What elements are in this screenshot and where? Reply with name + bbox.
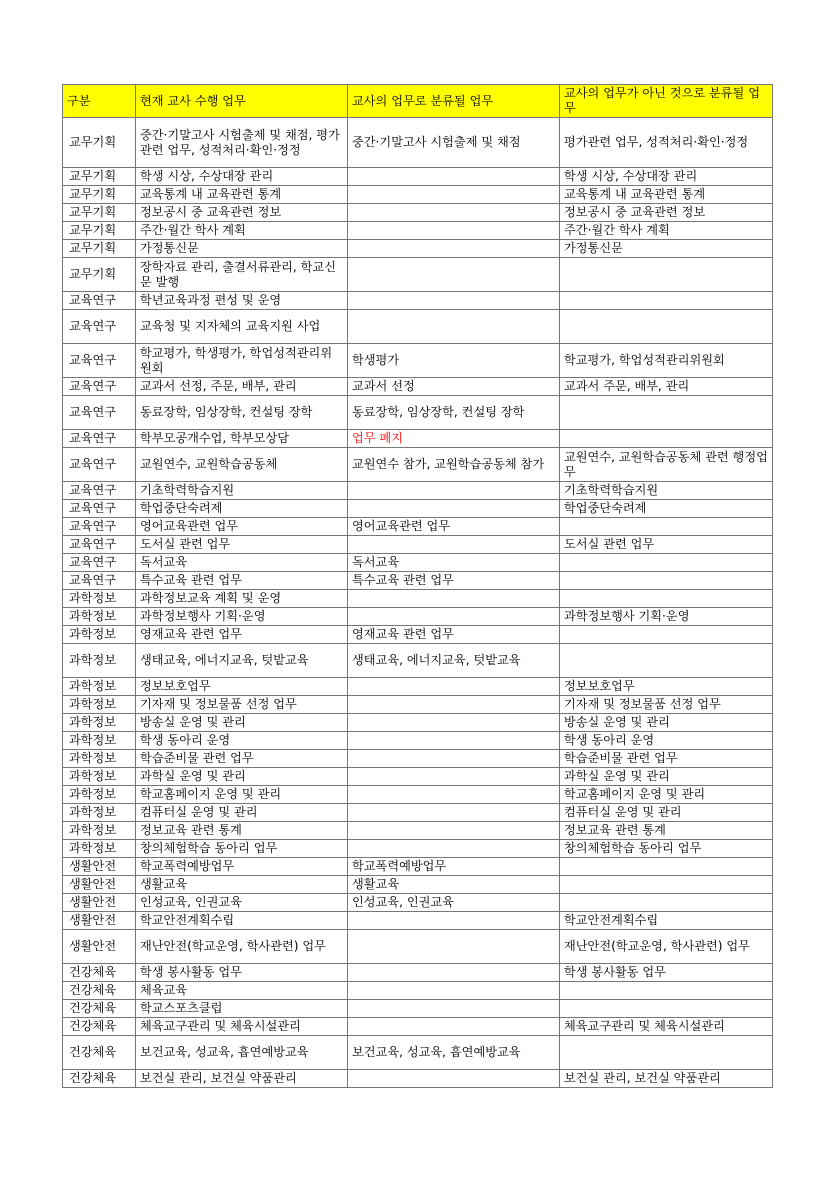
teacher-task-cell xyxy=(348,186,560,204)
current-task-cell: 장학자료 관리, 출결서류관리, 학교신문 발행 xyxy=(136,258,348,292)
category-cell: 과학정보 xyxy=(63,678,136,696)
non-teacher-task-cell xyxy=(560,894,773,912)
category-cell: 과학정보 xyxy=(63,840,136,858)
non-teacher-task-cell: 학생 동아리 운영 xyxy=(560,732,773,750)
non-teacher-task-cell: 학교평가, 학업성적관리위원회 xyxy=(560,344,773,378)
current-task-cell: 보건실 관리, 보건실 약품관리 xyxy=(136,1070,348,1088)
non-teacher-task-cell: 재난안전(학교운영, 학사관련) 업무 xyxy=(560,930,773,964)
category-cell: 교육연구 xyxy=(63,482,136,500)
non-teacher-task-cell xyxy=(560,572,773,590)
category-cell: 과학정보 xyxy=(63,714,136,732)
teacher-task-cell xyxy=(348,822,560,840)
current-task-cell: 특수교육 관련 업무 xyxy=(136,572,348,590)
current-task-cell: 생태교육, 에너지교육, 텃밭교육 xyxy=(136,644,348,678)
teacher-task-cell xyxy=(348,1070,560,1088)
table-row xyxy=(63,912,773,930)
non-teacher-task-cell: 정보공시 중 교육관련 정보 xyxy=(560,204,773,222)
teacher-task-cell: 학생평가 xyxy=(348,344,560,378)
teacher-task-cell: 영어교육관련 업무 xyxy=(348,518,560,536)
current-task-cell: 인성교육, 인권교육 xyxy=(136,894,348,912)
table-row xyxy=(63,572,773,590)
category-cell: 건강체육 xyxy=(63,1070,136,1088)
header-category: 구분 xyxy=(63,85,136,118)
category-cell: 생활안전 xyxy=(63,876,136,894)
table-row xyxy=(63,894,773,912)
table-row xyxy=(63,768,773,786)
table-row xyxy=(63,310,773,344)
non-teacher-task-cell xyxy=(560,644,773,678)
non-teacher-task-cell: 도서실 관련 업무 xyxy=(560,536,773,554)
category-cell: 교무기획 xyxy=(63,186,136,204)
current-task-cell: 동료장학, 임상장학, 컨설팅 장학 xyxy=(136,396,348,430)
current-task-cell: 체육교구관리 및 체육시설관리 xyxy=(136,1018,348,1036)
category-cell: 건강체육 xyxy=(63,1000,136,1018)
current-task-cell: 학습준비물 관련 업무 xyxy=(136,750,348,768)
table-row xyxy=(63,240,773,258)
current-task-cell: 생활교육 xyxy=(136,876,348,894)
category-cell: 과학정보 xyxy=(63,732,136,750)
table-row xyxy=(63,222,773,240)
table-row xyxy=(63,204,773,222)
table-row xyxy=(63,626,773,644)
non-teacher-task-cell xyxy=(560,396,773,430)
non-teacher-task-cell: 보건실 관리, 보건실 약품관리 xyxy=(560,1070,773,1088)
non-teacher-task-cell xyxy=(560,310,773,344)
teacher-task-cell xyxy=(348,222,560,240)
category-cell: 교육연구 xyxy=(63,310,136,344)
current-task-cell: 교과서 선정, 주문, 배부, 관리 xyxy=(136,378,348,396)
current-task-cell: 학생 봉사활동 업무 xyxy=(136,964,348,982)
teacher-task-cell: 독서교육 xyxy=(348,554,560,572)
teacher-task-cell xyxy=(348,840,560,858)
category-cell: 교육연구 xyxy=(63,554,136,572)
teacher-task-cell xyxy=(348,240,560,258)
category-cell: 과학정보 xyxy=(63,696,136,714)
table-row xyxy=(63,1000,773,1018)
current-task-cell: 교육청 및 지자체의 교육지원 사업 xyxy=(136,310,348,344)
teacher-task-cell xyxy=(348,786,560,804)
category-cell: 과학정보 xyxy=(63,644,136,678)
teacher-task-cell xyxy=(348,696,560,714)
category-cell: 교육연구 xyxy=(63,378,136,396)
table-row xyxy=(63,258,773,292)
teacher-task-cell xyxy=(348,912,560,930)
table-row xyxy=(63,876,773,894)
table-row xyxy=(63,590,773,608)
current-task-cell: 학교평가, 학생평가, 학업성적관리위원회 xyxy=(136,344,348,378)
table-row xyxy=(63,644,773,678)
table-row xyxy=(63,930,773,964)
current-task-cell: 과학정보행사 기획·운영 xyxy=(136,608,348,626)
current-task-cell: 기자재 및 정보물품 선정 업무 xyxy=(136,696,348,714)
category-cell: 건강체육 xyxy=(63,982,136,1000)
table-row xyxy=(63,714,773,732)
current-task-cell: 학교스포츠클럽 xyxy=(136,1000,348,1018)
non-teacher-task-cell xyxy=(560,858,773,876)
category-cell: 교무기획 xyxy=(63,240,136,258)
header-non-teacher-tasks: 교사의 업무가 아닌 것으로 분류될 업무 xyxy=(560,85,773,118)
non-teacher-task-cell: 정보교육 관련 통계 xyxy=(560,822,773,840)
category-cell: 과학정보 xyxy=(63,608,136,626)
current-task-cell: 주간·월간 학사 계획 xyxy=(136,222,348,240)
current-task-cell: 영재교육 관련 업무 xyxy=(136,626,348,644)
category-cell: 건강체육 xyxy=(63,964,136,982)
category-cell: 교육연구 xyxy=(63,536,136,554)
non-teacher-task-cell: 창의체험학습 동아리 업무 xyxy=(560,840,773,858)
table-row xyxy=(63,378,773,396)
non-teacher-task-cell: 기자재 및 정보물품 선정 업무 xyxy=(560,696,773,714)
current-task-cell: 교원연수, 교원학습공동체 xyxy=(136,448,348,482)
current-task-cell: 체육교육 xyxy=(136,982,348,1000)
header-current-tasks: 현재 교사 수행 업무 xyxy=(136,85,348,118)
current-task-cell: 학년교육과정 편성 및 운영 xyxy=(136,292,348,310)
non-teacher-task-cell xyxy=(560,258,773,292)
non-teacher-task-cell xyxy=(560,1036,773,1070)
header-teacher-tasks: 교사의 업무로 분류될 업무 xyxy=(348,85,560,118)
category-cell: 교무기획 xyxy=(63,222,136,240)
teacher-task-cell xyxy=(348,536,560,554)
non-teacher-task-cell: 교육통계 내 교육관련 통계 xyxy=(560,186,773,204)
current-task-cell: 과학정보교육 계획 및 운영 xyxy=(136,590,348,608)
teacher-task-cell xyxy=(348,750,560,768)
category-cell: 과학정보 xyxy=(63,590,136,608)
table-header-row xyxy=(63,85,773,118)
current-task-cell: 학교폭력예방업무 xyxy=(136,858,348,876)
non-teacher-task-cell: 학교홈페이지 운영 및 관리 xyxy=(560,786,773,804)
teacher-task-cell xyxy=(348,310,560,344)
current-task-cell: 학생 동아리 운영 xyxy=(136,732,348,750)
table-row xyxy=(63,804,773,822)
current-task-cell: 학업중단숙려제 xyxy=(136,500,348,518)
category-cell: 교육연구 xyxy=(63,572,136,590)
teacher-task-cell: 생태교육, 에너지교육, 텃밭교육 xyxy=(348,644,560,678)
category-cell: 생활안전 xyxy=(63,912,136,930)
table-row xyxy=(63,822,773,840)
non-teacher-task-cell xyxy=(560,292,773,310)
teacher-task-cell xyxy=(348,1018,560,1036)
non-teacher-task-cell xyxy=(560,876,773,894)
non-teacher-task-cell: 학교안전계획수립 xyxy=(560,912,773,930)
table-row xyxy=(63,678,773,696)
non-teacher-task-cell xyxy=(560,982,773,1000)
category-cell: 과학정보 xyxy=(63,804,136,822)
table-row xyxy=(63,750,773,768)
non-teacher-task-cell xyxy=(560,590,773,608)
category-cell: 건강체육 xyxy=(63,1018,136,1036)
teacher-task-cell xyxy=(348,678,560,696)
non-teacher-task-cell xyxy=(560,554,773,572)
non-teacher-task-cell xyxy=(560,1000,773,1018)
teacher-task-cell: 업무 폐지 xyxy=(348,430,560,448)
category-cell: 교무기획 xyxy=(63,168,136,186)
table-row xyxy=(63,964,773,982)
teacher-task-cell: 영재교육 관련 업무 xyxy=(348,626,560,644)
current-task-cell: 과학실 운영 및 관리 xyxy=(136,768,348,786)
current-task-cell: 독서교육 xyxy=(136,554,348,572)
category-cell: 교무기획 xyxy=(63,118,136,168)
non-teacher-task-cell: 방송실 운영 및 관리 xyxy=(560,714,773,732)
teacher-task-cell xyxy=(348,804,560,822)
non-teacher-task-cell: 학습준비물 관련 업무 xyxy=(560,750,773,768)
current-task-cell: 학교안전계획수립 xyxy=(136,912,348,930)
table-row xyxy=(63,982,773,1000)
teacher-task-cell xyxy=(348,590,560,608)
table-row xyxy=(63,344,773,378)
teacher-task-cell xyxy=(348,732,560,750)
non-teacher-task-cell: 과학정보행사 기획·운영 xyxy=(560,608,773,626)
current-task-cell: 가정통신문 xyxy=(136,240,348,258)
non-teacher-task-cell xyxy=(560,430,773,448)
table-row xyxy=(63,118,773,168)
current-task-cell: 창의체험학습 동아리 업무 xyxy=(136,840,348,858)
teacher-task-cell xyxy=(348,608,560,626)
non-teacher-task-cell: 과학실 운영 및 관리 xyxy=(560,768,773,786)
table-row xyxy=(63,1036,773,1070)
teacher-task-cell xyxy=(348,1000,560,1018)
non-teacher-task-cell xyxy=(560,626,773,644)
category-cell: 과학정보 xyxy=(63,786,136,804)
non-teacher-task-cell: 기초학력학습지원 xyxy=(560,482,773,500)
teacher-task-cell xyxy=(348,500,560,518)
table-row xyxy=(63,1070,773,1088)
table-row xyxy=(63,858,773,876)
teacher-task-cell: 중간·기말고사 시험출제 및 채점 xyxy=(348,118,560,168)
non-teacher-task-cell: 학업중단숙려제 xyxy=(560,500,773,518)
category-cell: 교육연구 xyxy=(63,344,136,378)
teacher-task-cell: 교과서 선정 xyxy=(348,378,560,396)
table-row xyxy=(63,732,773,750)
category-cell: 교육연구 xyxy=(63,518,136,536)
work-classification-table xyxy=(62,84,773,1088)
non-teacher-task-cell: 교원연수, 교원학습공동체 관련 행정업무 xyxy=(560,448,773,482)
category-cell: 교육연구 xyxy=(63,396,136,430)
teacher-task-cell xyxy=(348,714,560,732)
teacher-task-cell: 보건교육, 성교육, 흡연예방교육 xyxy=(348,1036,560,1070)
category-cell: 교무기획 xyxy=(63,258,136,292)
non-teacher-task-cell: 교과서 주문, 배부, 관리 xyxy=(560,378,773,396)
table-row xyxy=(63,1018,773,1036)
current-task-cell: 학부모공개수업, 학부모상담 xyxy=(136,430,348,448)
table-row xyxy=(63,448,773,482)
teacher-task-cell: 생활교육 xyxy=(348,876,560,894)
category-cell: 생활안전 xyxy=(63,930,136,964)
table-row xyxy=(63,608,773,626)
category-cell: 교육연구 xyxy=(63,292,136,310)
table-row xyxy=(63,168,773,186)
category-cell: 생활안전 xyxy=(63,858,136,876)
non-teacher-task-cell: 학생 봉사활동 업무 xyxy=(560,964,773,982)
current-task-cell: 도서실 관련 업무 xyxy=(136,536,348,554)
table-row xyxy=(63,430,773,448)
table-row xyxy=(63,396,773,430)
category-cell: 과학정보 xyxy=(63,768,136,786)
table-row xyxy=(63,696,773,714)
non-teacher-task-cell: 학생 시상, 수상대장 관리 xyxy=(560,168,773,186)
category-cell: 과학정보 xyxy=(63,822,136,840)
non-teacher-task-cell: 주간·월간 학사 계획 xyxy=(560,222,773,240)
current-task-cell: 학생 시상, 수상대장 관리 xyxy=(136,168,348,186)
category-cell: 교육연구 xyxy=(63,448,136,482)
teacher-task-cell xyxy=(348,482,560,500)
teacher-task-cell xyxy=(348,204,560,222)
current-task-cell: 재난안전(학교운영, 학사관련) 업무 xyxy=(136,930,348,964)
table-row xyxy=(63,500,773,518)
current-task-cell: 보건교육, 성교육, 흡연예방교육 xyxy=(136,1036,348,1070)
teacher-task-cell: 학교폭력예방업무 xyxy=(348,858,560,876)
category-cell: 교무기획 xyxy=(63,204,136,222)
non-teacher-task-cell: 평가관련 업무, 성적처리·확인·정정 xyxy=(560,118,773,168)
table-row xyxy=(63,536,773,554)
teacher-task-cell xyxy=(348,768,560,786)
teacher-task-cell: 동료장학, 임상장학, 컨설팅 장학 xyxy=(348,396,560,430)
teacher-task-cell xyxy=(348,964,560,982)
teacher-task-cell xyxy=(348,258,560,292)
category-cell: 과학정보 xyxy=(63,626,136,644)
current-task-cell: 기초학력학습지원 xyxy=(136,482,348,500)
table-row xyxy=(63,554,773,572)
category-cell: 교육연구 xyxy=(63,430,136,448)
table-row xyxy=(63,482,773,500)
table-row xyxy=(63,292,773,310)
table-row xyxy=(63,186,773,204)
table-row xyxy=(63,518,773,536)
current-task-cell: 정보교육 관련 통계 xyxy=(136,822,348,840)
category-cell: 교육연구 xyxy=(63,500,136,518)
current-task-cell: 교육통계 내 교육관련 통계 xyxy=(136,186,348,204)
teacher-task-cell: 인성교육, 인권교육 xyxy=(348,894,560,912)
non-teacher-task-cell: 정보보호업무 xyxy=(560,678,773,696)
category-cell: 건강체육 xyxy=(63,1036,136,1070)
current-task-cell: 정보공시 중 교육관련 정보 xyxy=(136,204,348,222)
teacher-task-cell xyxy=(348,292,560,310)
non-teacher-task-cell xyxy=(560,518,773,536)
non-teacher-task-cell: 컴퓨터실 운영 및 관리 xyxy=(560,804,773,822)
table-row xyxy=(63,840,773,858)
non-teacher-task-cell: 가정통신문 xyxy=(560,240,773,258)
current-task-cell: 학교홈페이지 운영 및 관리 xyxy=(136,786,348,804)
category-cell: 생활안전 xyxy=(63,894,136,912)
teacher-task-cell xyxy=(348,168,560,186)
teacher-task-cell xyxy=(348,982,560,1000)
current-task-cell: 영어교육관련 업무 xyxy=(136,518,348,536)
table-row xyxy=(63,786,773,804)
category-cell: 과학정보 xyxy=(63,750,136,768)
current-task-cell: 정보보호업무 xyxy=(136,678,348,696)
current-task-cell: 방송실 운영 및 관리 xyxy=(136,714,348,732)
current-task-cell: 중간·기말고사 시험출제 및 채점, 평가관련 업무, 성적처리·확인·정정 xyxy=(136,118,348,168)
teacher-task-cell: 교원연수 참가, 교원학습공동체 참가 xyxy=(348,448,560,482)
teacher-task-cell: 특수교육 관련 업무 xyxy=(348,572,560,590)
non-teacher-task-cell: 체육교구관리 및 체육시설관리 xyxy=(560,1018,773,1036)
current-task-cell: 컴퓨터실 운영 및 관리 xyxy=(136,804,348,822)
teacher-task-cell xyxy=(348,930,560,964)
